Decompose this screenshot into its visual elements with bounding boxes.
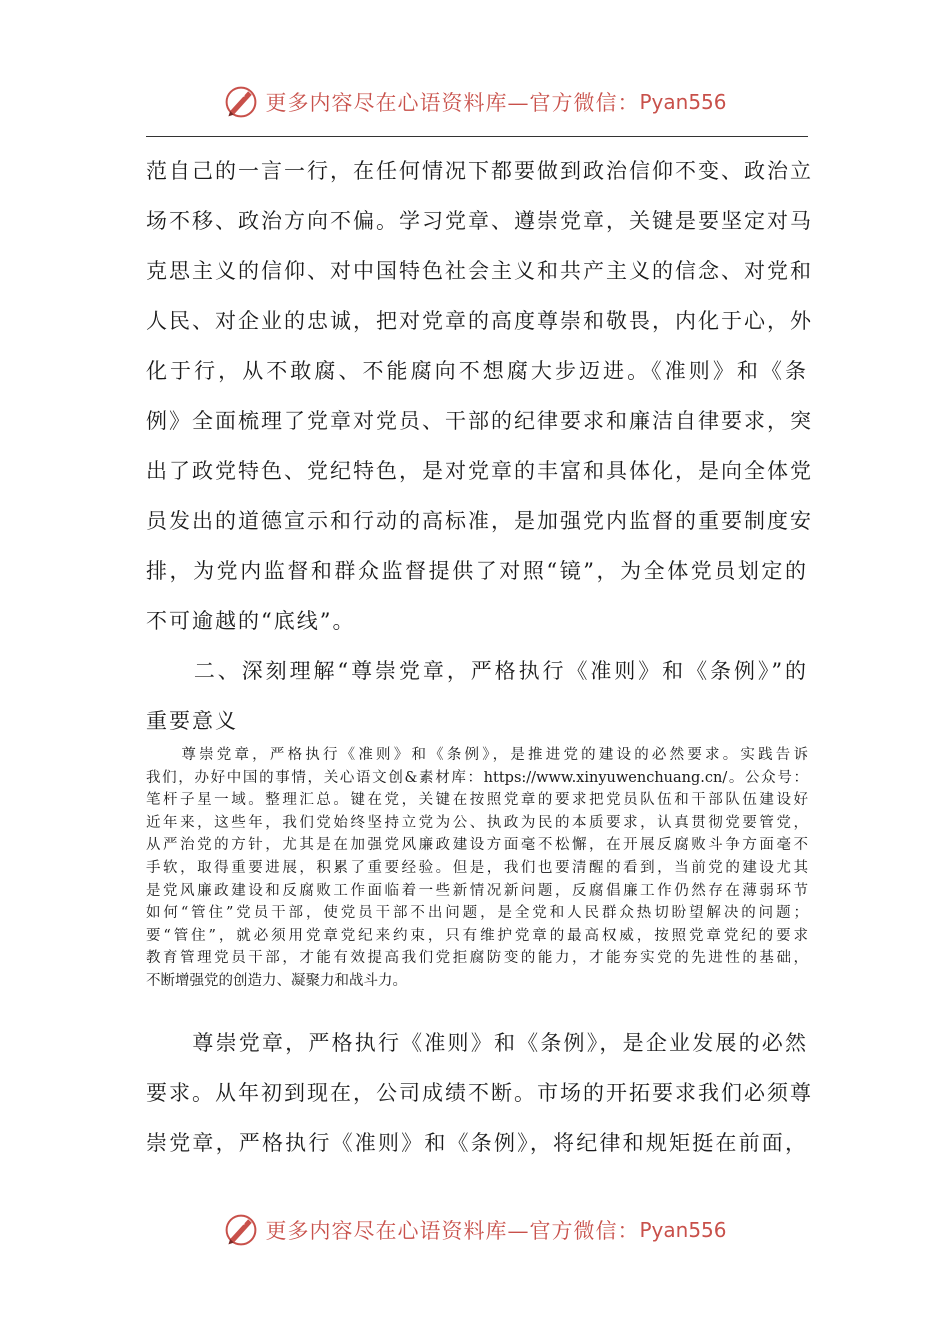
text-line: 场不移、政治方向不偏。学习党章、遵崇党章，关键是要坚定对马 xyxy=(146,209,813,233)
watermark-wechat-id: Pyan556 xyxy=(639,90,727,114)
section-heading: 二、深刻理解“尊崇党章，严格执行《准则》和《条例》”的 xyxy=(146,659,808,683)
small-text-line: 从严治党的方针，尤其是在加强党风廉政建设方面毫不松懈，在开展反腐败斗争方面毫不 xyxy=(146,837,808,854)
small-text-line: 不断增强党的创造力、凝聚力和战斗力。 xyxy=(146,972,407,989)
header-watermark xyxy=(0,80,950,124)
text-line: 员发出的道德宣示和行动的高标准，是加强党内监督的重要制度安 xyxy=(146,509,813,533)
watermark-wechat-id: Pyan556 xyxy=(639,1218,727,1242)
text-line: 出了政党特色、党纪特色，是对党章的丰富和具体化，是向全体党 xyxy=(146,459,813,483)
small-text-line: 笔杆子星一域。整理汇总。键在党，关键在按照党章的要求把党员队伍和干部队伍建设好 xyxy=(146,792,808,809)
small-text-line: 要“管住”，就必须用党章党纪来约束，只有维护党章的最高权威，按照党章党纪的要求 xyxy=(146,927,808,944)
paragraph-1 xyxy=(146,146,813,746)
text-line: 尊崇党章，严格执行《准则》和《条例》，是企业发展的必然 xyxy=(146,1031,808,1055)
text-line: 排，为党内监督和群众监督提供了对照“镜”，为全体党员划定的 xyxy=(146,559,808,583)
text-line: 化于行，从不敢腐、不能腐向不想腐大步迈进。《准则》和《条 xyxy=(146,359,808,383)
text-line: 崇党章，严格执行《准则》和《条例》，将纪律和规矩挺在前面， xyxy=(146,1131,808,1155)
small-text-line: 近年来，这些年，我们党始终坚持立党为公、执政为民的本质要求，认真贯彻党要管党， xyxy=(146,814,808,831)
small-text-line: 尊崇党章，严格执行《准则》和《条例》，是推进党的建设的必然要求。实践告诉 xyxy=(146,747,808,763)
text-line: 人民、对企业的忠诚，把对党章的高度尊崇和敬畏，内化于心，外 xyxy=(146,309,813,333)
header-divider xyxy=(146,136,808,137)
section-heading-cont: 重要意义 xyxy=(146,709,238,733)
text-line: 不可逾越的“底线”。 xyxy=(146,609,356,633)
small-text-line: 如何“管住”党员干部，使党员干部不出问题，是全党和人民群众热切盼望解决的问题； xyxy=(146,905,808,922)
paragraph-2 xyxy=(146,1018,813,1168)
text-line: 要求。从年初到现在，公司成绩不断。市场的开拓要求我们必须尊 xyxy=(146,1081,813,1105)
text-line: 范自己的一言一行，在任何情况下都要做到政治信仰不变、政治立 xyxy=(146,159,813,183)
small-paragraph xyxy=(146,744,808,993)
watermark-text: 更多内容尽在心语资料库—官方微信： xyxy=(265,1219,640,1243)
pen-logo-icon xyxy=(223,84,259,120)
small-text-line: 是党风廉政建设和反腐败工作面临着一些新情况新问题，反腐倡廉工作仍然存在薄弱环节 xyxy=(146,882,808,899)
text-line: 克思主义的信仰、对中国特色社会主义和共产主义的信念、对党和 xyxy=(146,259,813,283)
small-text-line: 我们，办好中国的事情，关心语文创&素材库：https://www.xinyuwenchuang.cn/。公众号： xyxy=(146,769,808,786)
small-text-line: 教育管理党员干部，才能有效提高我们党拒腐防变的能力，才能夯实党的先进性的基础， xyxy=(146,950,808,967)
footer-watermark xyxy=(0,1208,950,1252)
watermark-text: 更多内容尽在心语资料库—官方微信： xyxy=(265,91,640,115)
small-text-line: 手软，取得重要进展，积累了重要经验。但是，我们也要清醒的看到，当前党的建设尤其 xyxy=(146,859,808,876)
pen-logo-icon xyxy=(223,1212,259,1248)
text-line: 例》全面梳理了党章对党员、干部的纪律要求和廉洁自律要求，突 xyxy=(146,409,813,433)
